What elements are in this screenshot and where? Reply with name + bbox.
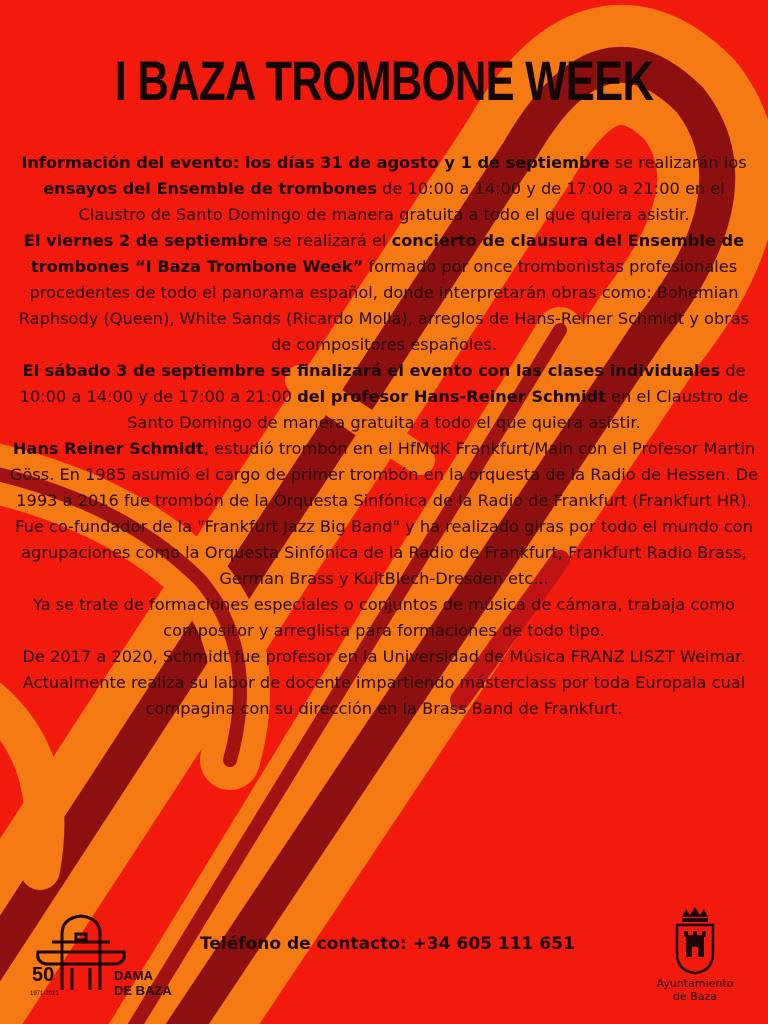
text-segment: formado por once trombonistas profesionales procedentes de todo el panorama español, donde interpretarán obras como: Bohemian Raphsody (Queen), White Sands (Ricardo Mollá), arreglos de Hans-Reiner Schmidt y obras de compositores españoles. <box>18 257 750 354</box>
text-segment: de 10:00 a 14:00 y de 17:00 a 21:00 <box>19 361 746 406</box>
bold-text-segment: Información del evento: los días 31 de agosto y 1 de septiembre <box>21 153 610 172</box>
bold-text-segment: El viernes 2 de septiembre <box>23 231 268 250</box>
anniversary-years: 1971-2021 <box>30 991 59 997</box>
bold-text-segment: ensayos del Ensemble de trombones <box>43 179 378 198</box>
description-paragraph <box>8 358 760 436</box>
description-paragraph <box>8 644 760 670</box>
text-segment: de 10:00 a 14:00 y de 17:00 a 21:00 en el Claustro de Santo Domingo de manera gratuita a todo el que quiera asistir. <box>78 179 725 224</box>
description-paragraph <box>8 436 760 592</box>
logo-right-line1: Ayuntamiento <box>656 977 734 990</box>
event-description <box>8 150 760 722</box>
text-segment: se realizará el <box>267 231 392 250</box>
description-paragraph <box>8 228 760 358</box>
text-segment: se realizarán los <box>609 153 747 172</box>
bold-text-segment: concierto de clausura del Ensemble de trombones “I Baza Trombone Week” <box>30 231 745 276</box>
ayuntamiento-de-baza-logo <box>650 905 740 1005</box>
description-paragraph <box>8 150 760 228</box>
text-segment: Ya se trate de formaciones especiales o conjuntos de música de cámara, trabaja como compositor y arreglista para formaciones de todo tipo. <box>33 595 735 640</box>
bold-text-segment: El sábado 3 de septiembre se finalizará el evento con las clases individuales <box>22 361 721 380</box>
text-segment: , estudió trombón en el HfMdK Frankfurt/Main con el Profesor Martin Göss. En 1985 asumió el cargo de primer trombón en la orquesta de la Radio de Hessen. De 1993 a 2016 fue trombón de la Orquesta Sinfónica de la Radio de Frankfurt (Frankfurt HR). Fue co-fundador de la "Frankfurt Jazz Big Band" y ha realizado giras por todo el mundo con agrupaciones como la Orquesta Sinfónica de la Radio de Frankfurt, Frankfurt Radio Brass, German Brass y KultBlech-Dresden etc... <box>9 439 759 588</box>
text-segment: en el Claustro de Santo Domingo de manera gratuita a todo el que quiera asistir. <box>127 387 749 432</box>
logo-right-text <box>650 977 740 1003</box>
description-paragraph <box>8 592 760 644</box>
bold-text-segment: del profesor Hans-Reiner Schmidt <box>297 387 606 406</box>
logo-left-text <box>114 968 172 998</box>
bold-text-segment: Hans Reiner Schmidt <box>12 439 204 458</box>
logo-right-line2: de Baza <box>672 990 718 1003</box>
logo-left-line2: DE BAZA <box>114 983 172 998</box>
anniversary-number: 50 <box>32 964 55 986</box>
logo-left-line1: DAMA <box>114 968 153 983</box>
text-segment: De 2017 a 2020, Schmidt fue profesor en la Universidad de Música FRANZ LISZT Weimar. <box>22 647 746 666</box>
contact-phone: Teléfono de contacto: +34 605 111 651 <box>200 934 575 954</box>
dama-de-baza-logo <box>26 912 176 1012</box>
event-title: I BAZA TROMBONE WEEK <box>114 49 654 112</box>
description-paragraph <box>8 670 760 722</box>
text-segment: Actualmente realiza su labor de docente impartiendo másterclass por toda Europala cual compagina con su dirección en la Brass Band de Frankfurt. <box>22 673 746 718</box>
coat-of-arms-icon <box>672 905 718 975</box>
